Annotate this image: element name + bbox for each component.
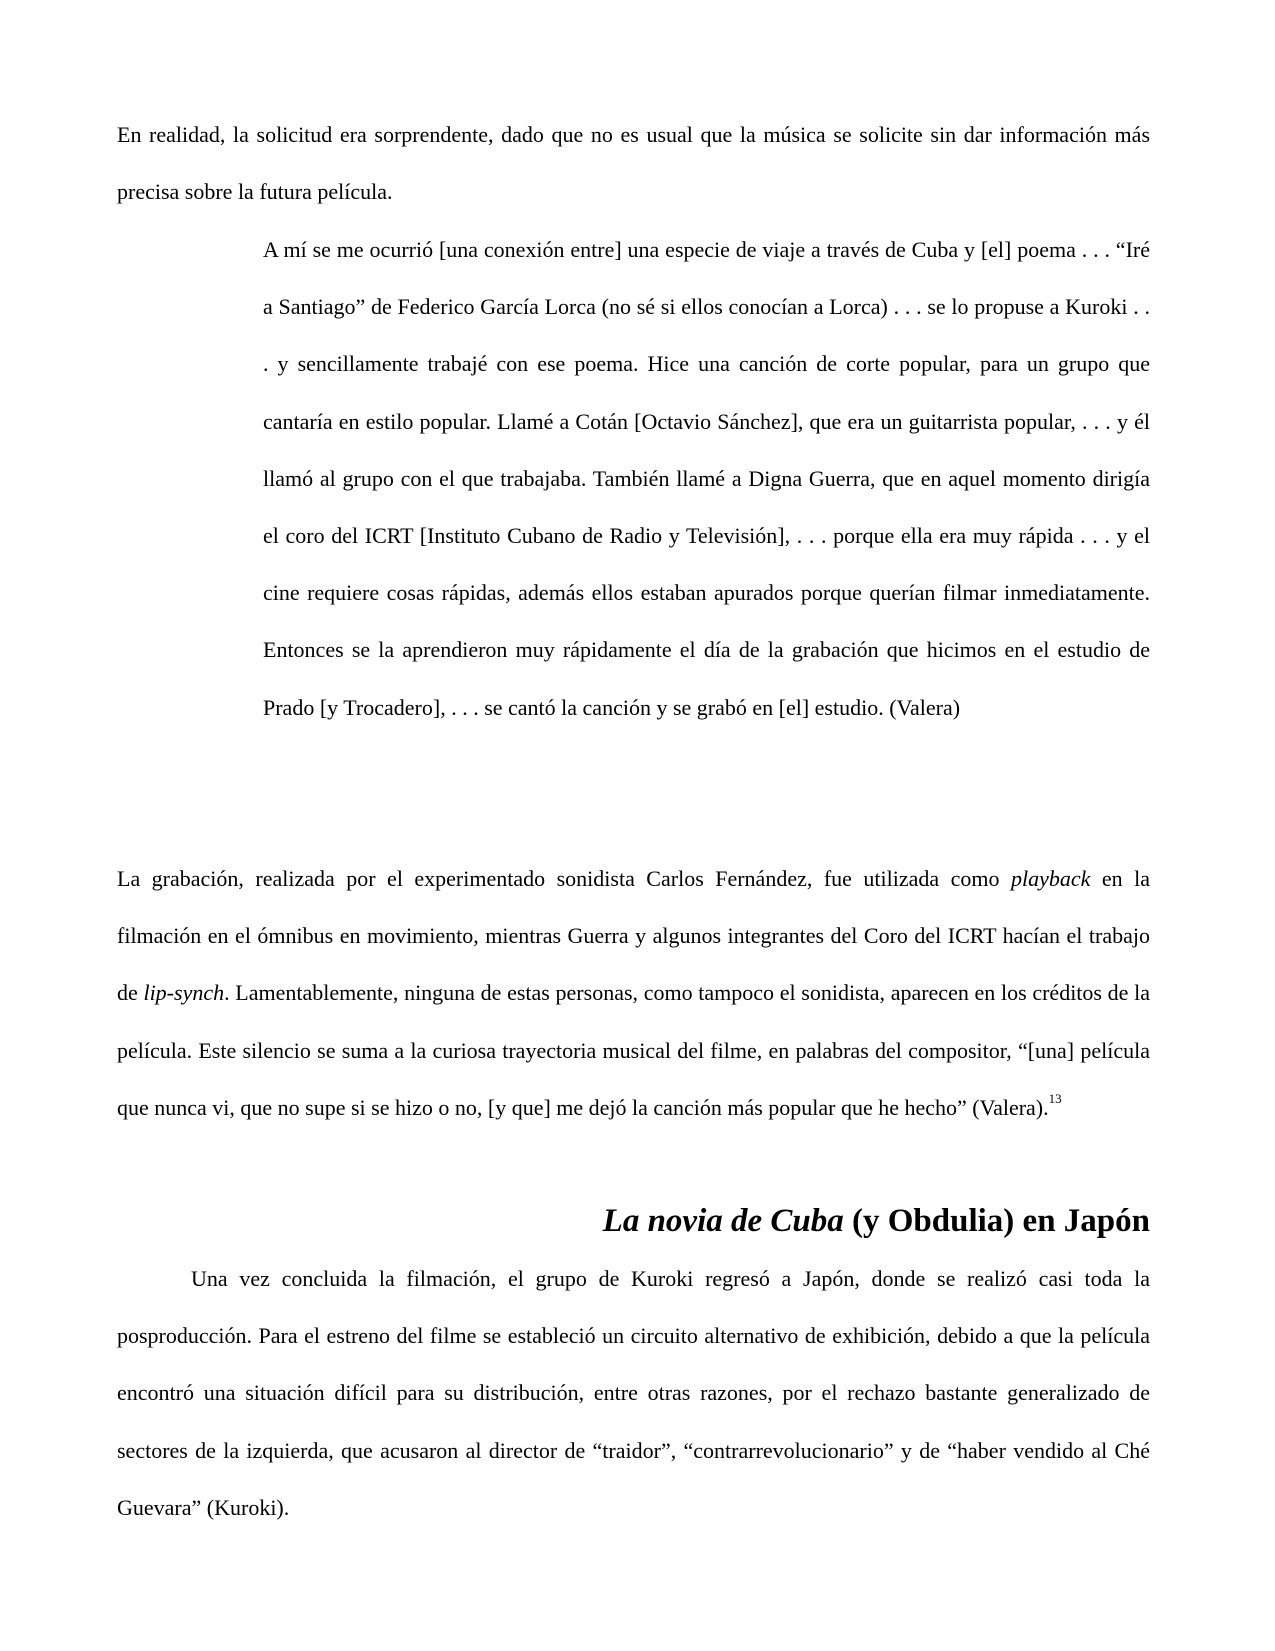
paragraph-japan (117, 1250, 1150, 1536)
block-quote-text: A mí se me ocurrió [una conexión entre] una especie de viaje a través de Cuba y [el] poema . . . “Iré a Santiago” de Federico García Lorca (no sé si ellos conocían a Lorca) . . . se lo propuse a Kuroki . . . y sencillamente trabajé con ese poema. Hice una canción de corte popular, para un grupo que cantaría en estilo popular. Llamé a Cotán [Octavio Sánchez], que era un guitarrista popular, . . . y él llamó al grupo con el que trabajaba. También llamé a Digna Guerra, que en aquel momento dirigía el coro del ICRT [Instituto Cubano de Radio y Televisión], . . . porque ella era muy rápida . . . y el cine requiere cosas rápidas, además ellos estaban apurados porque querían filmar inmediatamente. Entonces se la aprendieron muy rápidamente el día de la grabación que hicimos en el estudio de Prado [y Trocadero], . . . se cantó la canción y se grabó en [el] estudio. (Valera) (263, 237, 1150, 720)
italic-playback: playback (1010, 866, 1091, 891)
paragraph-intro-text: En realidad, la solicitud era sorprendente, dado que no es usual que la música se solicite sin dar información más precisa sobre la futura película. (117, 122, 1150, 205)
italic-lip-synch: lip-synch (143, 980, 225, 1006)
paragraph-intro (117, 106, 1150, 220)
section-heading-rest: (y Obdulia) en Japón (843, 1203, 1150, 1239)
section-heading-title: La novia de Cuba (602, 1203, 844, 1239)
paragraph-recording (117, 850, 1150, 1136)
paragraph-recording-part2: en la filmación en el ómnibus en movimiento, mientras Guerra y algunos integrantes del Coro del ICRT hacían el trabajo de (117, 866, 1150, 1006)
block-quote (263, 221, 1150, 736)
paragraph-recording-part3: . Lamentablemente, ninguna de estas personas, como tampoco el sonidista, aparecen en los créditos de la película. Este silencio se suma a la curiosa trayectoria musical del filme, en palabras del compositor, “[una] película que nunca vi, que no supe si se hizo o no, [y que] me dejó la canción más popular que he hecho” (Valera). (117, 980, 1150, 1120)
footnote-marker[interactable]: 13 (1048, 1091, 1062, 1107)
paragraph-recording-part1: La grabación, realizada por el experimentado sonidista Carlos Fernández, fue utilizada como (117, 866, 1011, 891)
paragraph-japan-text: Una vez concluida la filmación, el grupo de Kuroki regresó a Japón, donde se realizó casi toda la posproducción. Para el estreno del filme se estableció un circuito alternativo de exhibición, debido a que la película encontró una situación difícil para su distribución, entre otras razones, por el rechazo bastante generalizado de sectores de la izquierda, que acusaron al director de “traidor”, “contrarrevolucionario” y de “haber vendido al Ché Guevara” (Kuroki). (117, 1266, 1150, 1520)
section-heading (117, 1193, 1150, 1250)
